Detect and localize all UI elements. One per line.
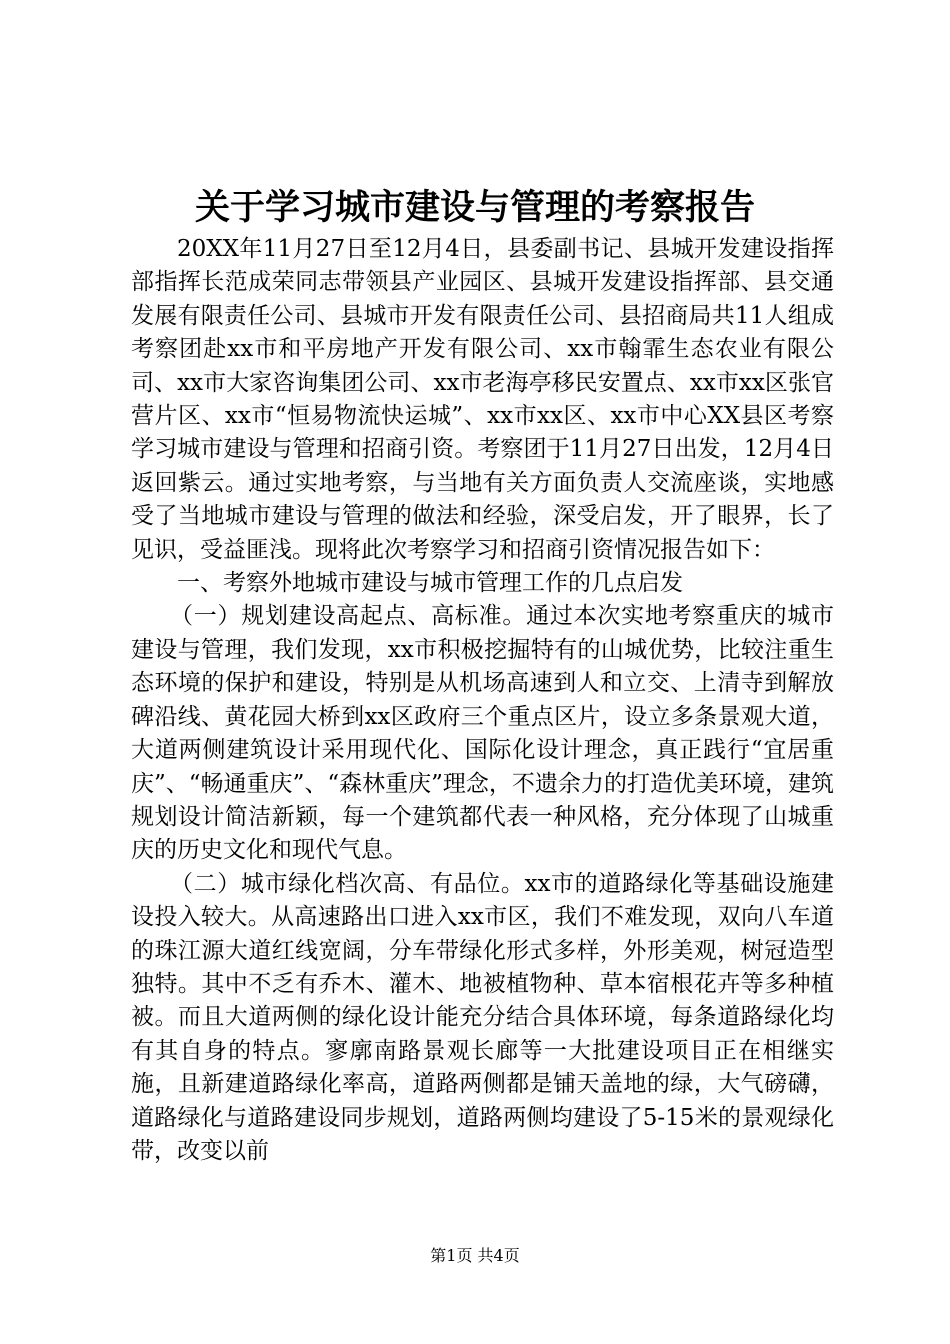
subsection-paragraph-2: （二）城市绿化档次高、有品位。xx市的道路绿化等基础设施建设投入较大。从高速路出口进入xx市区，我们不难发现，双向八车道的珠江源大道红线宽阔，分车带绿化形式多样，外形美观，树冠造型独特。其中不乏有乔木、灌木、地被植物种、草本宿根花卉等多种植被。而且大道两侧的绿化设计能充分结合具体环境，每条道路绿化均有其自身的特点。寥廓南路景观长廊等一大批建设项目正在相继实施，且新建道路绿化率高，道路两侧都是铺天盖地的绿，大气磅礴，道路绿化与道路建设同步规划，道路两侧均建设了5-15米的景观绿化带，改变以前 [131, 870, 834, 1164]
document-body [131, 233, 834, 1168]
section-heading: 一、考察外地城市建设与城市管理工作的几点启发 [177, 570, 683, 597]
intro-paragraph: 20XX年11月27日至12月4日，县委副书记、县城开发建设指挥部指挥长范成荣同志带领县产业园区、县城开发建设指挥部、县交通发展有限责任公司、县城市开发有限责任公司、县招商局共11人组成考察团赴xx市和平房地产开发有限公司、xx市翰霏生态农业有限公司、xx市大家咨询集团公司、xx市老海亭移民安置点、xx市xx区张官营片区、xx市“恒易物流快运城”、xx市xx区、xx市中心XX县区考察学习城市建设与管理和招商引资。考察团于11月27日出发，12月4日返回紫云。通过实地考察，与当地有关方面负责人交流座谈，实地感受了当地城市建设与管理的做法和经验，深受启发，开了眼界，长了见识，受益匪浅。现将此次考察学习和招商引资情况报告如下： [131, 236, 834, 563]
document-title: 关于学习城市建设与管理的考察报告 [194, 187, 755, 228]
page-number-footer: 第1页 共4页 [430, 1246, 520, 1265]
subsection-paragraph-1: （一）规划建设高起点、高标准。通过本次实地考察重庆的城市建设与管理，我们发现，xx市积极挖掘特有的山城优势，比较注重生态环境的保护和建设，特别是从机场高速到人和立交、上清寺到解放碑沿线、黄花园大桥到xx区政府三个重点区片，设立多条景观大道，大道两侧建筑设计采用现代化、国际化设计理念，真正践行“宜居重庆”、“畅通重庆”、“森林重庆”理念，不遗余力的打造优美环境，建筑规划设计简洁新颖，每一个建筑都代表一种风格，充分体现了山城重庆的历史文化和现代气息。 [131, 603, 834, 864]
